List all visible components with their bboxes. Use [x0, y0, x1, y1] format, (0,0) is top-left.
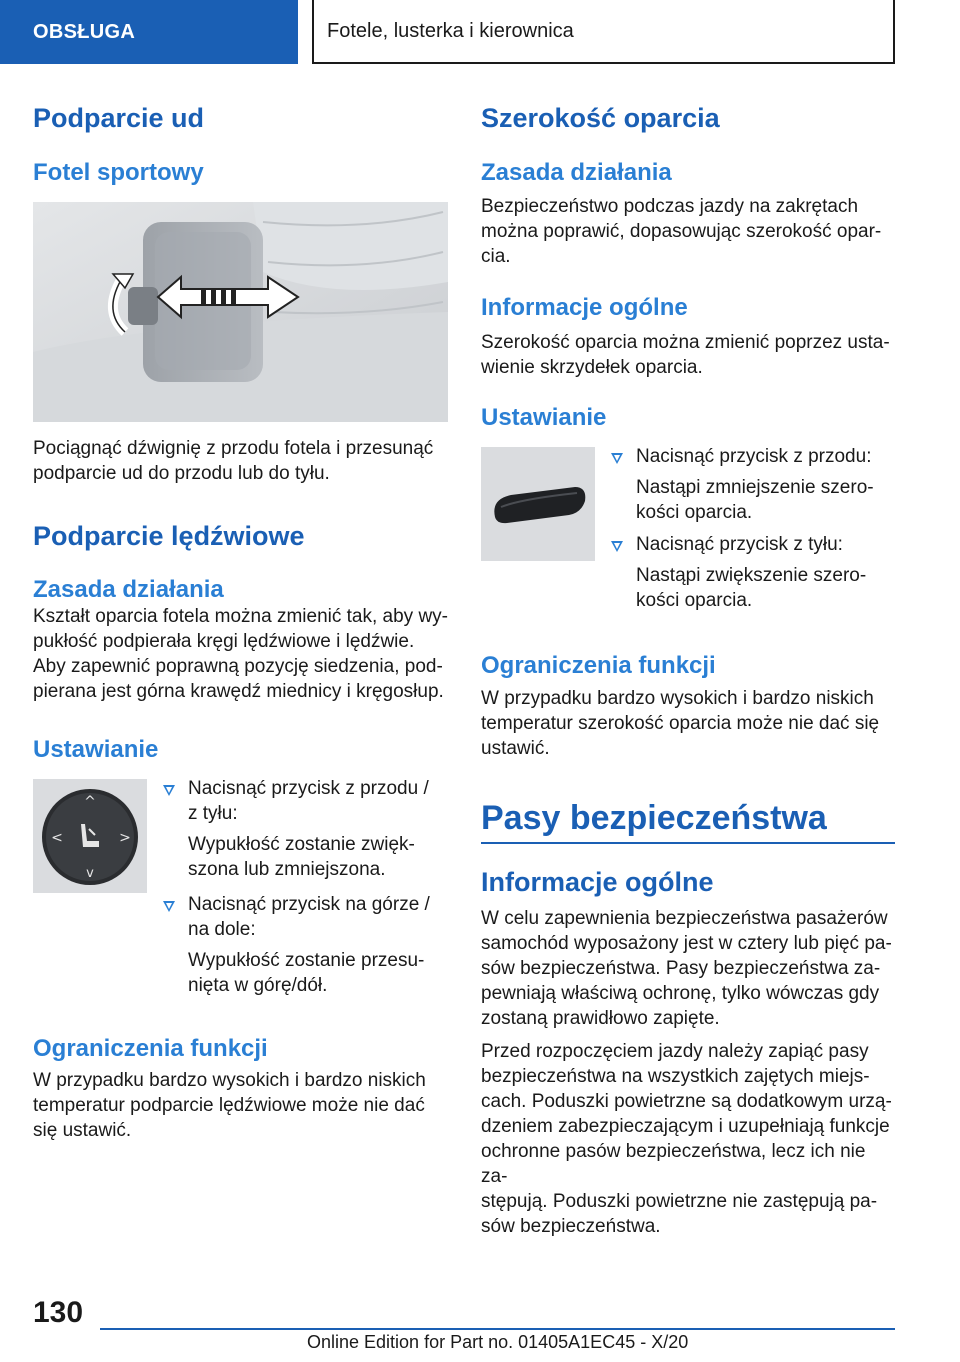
width-limits-heading: Ograniczenia funkcji: [481, 652, 716, 679]
belts-paragraph-line: ochronne pasów bezpieczeństwa, lecz ich nie za-: [481, 1141, 866, 1187]
lumbar-item-line: na dole:: [188, 919, 256, 940]
seat-belts-title: Pasy bezpieczeństwa: [481, 799, 827, 837]
belts-paragraph-line: Przed rozpoczęciem jazdy należy zapiąć pasy: [481, 1041, 869, 1062]
belts-paragraph-line: samochód wyposażony jest w cztery lub pięć pa-: [481, 933, 892, 954]
width-setting-heading: Ustawianie: [481, 404, 607, 431]
lumbar-principle-line: Kształt oparcia fotela można zmienić tak, aby wy-: [33, 606, 449, 627]
belts-paragraph-line: zostaną prawidłowo zapięte.: [481, 1008, 720, 1029]
width-item-line: Nacisnąć przycisk z tyłu:: [636, 534, 843, 555]
width-principle-heading: Zasada działania: [481, 159, 672, 186]
width-principle-line: Bezpieczeństwo podczas jazdy na zakrętach: [481, 196, 859, 217]
thigh-support-title: Podparcie ud: [33, 103, 205, 133]
thigh-text-line: Pociągnąć dźwignię z przodu fotela i przesunąć: [33, 438, 434, 459]
width-limits-line: ustawić.: [481, 738, 550, 759]
width-item-line: Nacisnąć przycisk z przodu:: [636, 446, 872, 467]
lumbar-item-result: Wypukłość zostanie zwięk-: [188, 834, 415, 855]
belts-paragraph-line: dzeniem zabezpieczającym i uzupełniają funkcje: [481, 1116, 890, 1137]
lumbar-item-line: z tyłu:: [188, 803, 238, 824]
list-item: [636, 444, 896, 525]
lumbar-support-title: Podparcie lędźwiowe: [33, 521, 305, 551]
chapter-header: [312, 0, 895, 64]
lumbar-principle-heading: Zasada działania: [33, 576, 224, 603]
section-divider: [481, 842, 895, 844]
belts-paragraph-line: W celu zapewnienia bezpieczeństwa pasażerów: [481, 908, 888, 929]
lumbar-limits-line: temperatur podparcie lędźwiowe może nie dać: [33, 1095, 425, 1116]
svg-text:>: >: [119, 830, 131, 846]
svg-text:<: <: [51, 830, 63, 846]
belts-general-heading: Informacje ogólne: [481, 867, 714, 897]
lumbar-switch-icon: [33, 779, 147, 893]
lumbar-item-result: szona lub zmniejszona.: [188, 859, 386, 880]
lumbar-item-line: Nacisnąć przycisk z przodu /: [188, 778, 429, 799]
lumbar-item-result: Wypukłość zostanie przesu-: [188, 950, 425, 971]
lumbar-limits-heading: Ograniczenia funkcji: [33, 1035, 268, 1062]
belts-paragraph-line: pewniają właściwą ochronę, tylko wówczas gdy: [481, 983, 880, 1004]
lumbar-limits-line: W przypadku bardzo wysokich i bardzo niskich: [33, 1070, 426, 1091]
list-item: [188, 892, 448, 998]
width-limits-line: temperatur szerokość oparcia może nie dać się: [481, 713, 880, 734]
belts-paragraph-line: sów bezpieczeństwa.: [481, 1216, 661, 1237]
lumbar-principle-line: pierana jest górna krawędź miednicy i kręgosłup.: [33, 681, 444, 702]
width-item-result: Nastąpi zwiększenie szero-: [636, 565, 867, 586]
width-limits-line: W przypadku bardzo wysokich i bardzo niskich: [481, 688, 874, 709]
width-item-result: Nastąpi zmniejszenie szero-: [636, 477, 874, 498]
footer-rule: [100, 1328, 895, 1330]
belts-paragraph-line: stępują. Poduszki powietrzne nie zastępują pa-: [481, 1191, 878, 1212]
width-general-line: Szerokość oparcia można zmienić poprzez usta-: [481, 332, 890, 353]
sport-seat-subtitle: Fotel sportowy: [33, 159, 204, 186]
edition-note: Online Edition for Part no. 01405A1EC45 - X/20: [307, 1332, 689, 1352]
belts-paragraph-line: cach. Poduszki powietrzne są dodatkowym urzą-: [481, 1091, 892, 1112]
chapter-title: Fotele, lusterka i kierownica: [327, 19, 574, 42]
width-principle-line: cia.: [481, 246, 511, 267]
thigh-support-photo: [33, 202, 448, 422]
section-tab: [0, 0, 298, 64]
lumbar-principle-line: Aby zapewnić poprawną pozycję siedzenia, pod-: [33, 656, 443, 677]
width-general-heading: Informacje ogólne: [481, 294, 688, 321]
width-general-line: wienie skrzydełek oparcia.: [481, 357, 703, 378]
backrest-width-button-icon: [481, 447, 595, 561]
belts-paragraph-line: bezpieczeństwa na wszystkich zajętych miejs-: [481, 1066, 870, 1087]
lumbar-item-result: nięta w górę/dół.: [188, 975, 328, 996]
svg-text:v: v: [86, 866, 94, 881]
thigh-text-line: podparcie ud do przodu lub do tyłu.: [33, 463, 330, 484]
lumbar-item-line: Nacisnąć przycisk na górze /: [188, 894, 430, 915]
left-column: [33, 102, 448, 134]
list-item: [188, 776, 448, 882]
backrest-width-title: Szerokość oparcia: [481, 103, 720, 133]
lumbar-setting-heading: Ustawianie: [33, 736, 159, 763]
svg-text:^: ^: [84, 794, 96, 810]
lumbar-principle-line: pukłość podpierała kręgi lędźwiowe i lędźwie.: [33, 631, 415, 652]
list-item: [636, 532, 896, 613]
width-item-result: kości oparcia.: [636, 590, 753, 611]
width-principle-line: można poprawić, dopasowując szerokość opar-: [481, 221, 882, 242]
width-item-result: kości oparcia.: [636, 502, 753, 523]
section-label: OBSŁUGA: [33, 20, 136, 43]
lumbar-limits-line: się ustawić.: [33, 1120, 132, 1141]
page-number: 130: [33, 1296, 84, 1329]
belts-paragraph-line: sów bezpieczeństwa. Pasy bezpieczeństwa za-: [481, 958, 881, 979]
